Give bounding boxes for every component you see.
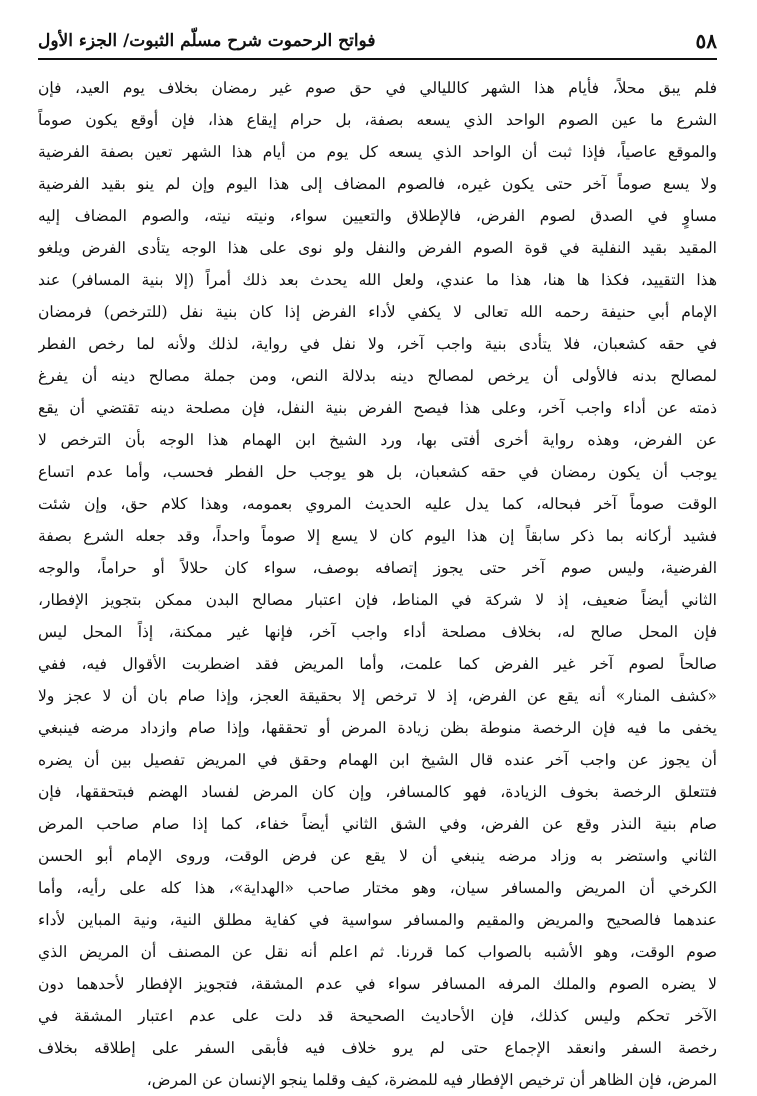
text-line: صام بنية النذر وقع عن الفرض، وفي الشق الثاني أيضاً خفاء، كما إذا صام صاحب المرض bbox=[38, 815, 717, 833]
text-line: يوجب أن يكون رمضان في حقه كشعبان، بل هو يوجب حل الفطر فحسب، وأما عدم اتساع bbox=[38, 463, 717, 481]
text-line: الإمام أبي حنيفة رحمه الله تعالى لا يكفي لأداء الفرض إذا كان بنية نفل (للترخص) فرمضان bbox=[38, 303, 717, 321]
body-text bbox=[38, 72, 717, 1096]
text-line: الآخر تحكم وليس كذلك، فإن الأحاديث الصحيحة قد دلت على عدم اعتبار المشقة في bbox=[38, 1007, 717, 1025]
page-number: ٥٨ bbox=[695, 29, 717, 53]
text-line: الكرخي أن المريض والمسافر سيان، وهو مختار صاحب «الهداية»، هذا كله على رأيه، وأما bbox=[38, 879, 717, 897]
text-line: «كشف المنار» أنه يقع عن الفرض، إذ لا ترخص إلا بحقيقة العجز، وإذا صام بان أن لا عجز ولا bbox=[38, 687, 717, 705]
text-line: الشرع ما عين الصوم الواحد الذي يسعه بصفة، بل حرام إيقاع هذا، فإن أوقع يكون صوماً bbox=[38, 111, 717, 129]
text-line: رخصة السفر وانعقد الإجماع حتى لم يرو خلاف فيه فأبقى السفر على إطلاقه بخلاف bbox=[38, 1039, 717, 1057]
text-line: فتتعلق الرخصة بخوف الزيادة، فهو كالمسافر، وإن كان المرض لفساد الهضم فبتحققها، فإن bbox=[38, 783, 717, 801]
text-line: فإن المحل صالح له، بخلاف مصلحة أداء واجب آخر، فإنها غير ممكنة، إذاً المحل ليس bbox=[38, 623, 717, 641]
text-line: يخفى ما فيه فإن الرخصة منوطة بظن زيادة المرض أو تحققها، وإذا صام وازداد مرضه فينبغي bbox=[38, 719, 717, 737]
text-line: لا يضره الصوم والملك المرفه المسافر سواء في عدم المشقة، فتجويز الإفطار لأحدهما دون bbox=[38, 975, 717, 993]
text-line: الثاني واستضر به وزاد مرضه ينبغي أن لا يقع عن فرض الوقت، وروى الإمام أبو الحسن bbox=[38, 847, 717, 865]
text-line: المقيد بقيد النفلية في قوة الصوم الفرض والنفل ولو نوى على هذا الوجه يتأدى الفرض ويلغو bbox=[38, 239, 717, 257]
text-line: لمصالح بدنه فالأولى أن يرخص لمصالح دينه بدلالة النص، ومن جملة مصالح دينه أن يفرغ bbox=[38, 367, 717, 385]
text-line: المرض، فإن الظاهر أن ترخيص الإفطار فيه للمضرة، كيف وقلما ينجو الإنسان عن المرض، bbox=[146, 1071, 717, 1089]
text-line: في حقه كشعبان، فلا يتأدى بنية واجب آخر، ولا نفل في رواية، لذلك ولأنه لما رخص الفطر bbox=[38, 335, 717, 353]
text-line: ذمته عن أداء واجب آخر، وعلى هذا فيصح الفرض بنية النفل، فإن مصلحة دينه تقتضي أن يقع bbox=[38, 399, 717, 417]
text-line: فشيد أركانه بما ذكر سابقاً إن هذا اليوم كان لا يسع إلا صوماً واحداً، وقد جعله الشرع بصفة bbox=[38, 527, 717, 545]
text-line: هذا التقييد، فكذا ها هنا، هذا ما عندي، ولعل الله يحدث بعد ذلك أمراً (إلا بنية المسافر) عند bbox=[38, 271, 717, 289]
text-line: الثاني أيضاً ضعيف، إذ لا شركة في المناط، فإن اعتبار مصالح البدن ممكن بتجويز الإفطار، bbox=[38, 591, 717, 609]
page-header bbox=[38, 24, 717, 60]
text-line: عندهما فالصحيح والمريض والمقيم والمسافر سواسية في كفاية مطلق النية، ونية المباين لأداء bbox=[38, 911, 717, 929]
text-line: صوم الوقت، وهو الأشبه بالصواب كما قررنا. ثم اعلم أنه نقل عن المصنف أن المريض الذي bbox=[38, 943, 717, 961]
text-line: صالحاً لصوم آخر غير الفرض كما علمت، وأما المريض فقد اضطربت الأقوال فيه، ففي bbox=[38, 655, 717, 673]
text-line: ولا يسع صوماً آخر حتى يكون غيره، فالصوم المضاف إلى هذا اليوم وإن لم ينو بقيد الفرضية bbox=[38, 175, 717, 193]
running-title: فواتح الرحموت شرح مسلّم الثبوت/ الجزء الأول bbox=[38, 31, 376, 51]
text-line: عن الفرض، وهذه رواية أخرى أفتى بها، ورد الشيخ ابن الهمام هذا الوجه بأن الترخص لا bbox=[38, 431, 717, 449]
text-line: مساوٍ في الصدق لصوم الفرض، فالإطلاق والتعيين سواء، ونيته نيته، والصوم المضاف إليه bbox=[38, 207, 717, 225]
text-line: والموقع عاصياً، فإذا ثبت أن الواحد الذي يسعه كل يوم من أيام هذا الشهر تعين بصفة الفرضية bbox=[38, 143, 717, 161]
text-line: الفرضية، وليس صوم آخر حتى يجوز إتصافه بوصف، سواء كان حلالاً أو حراماً، والوجه bbox=[38, 559, 717, 577]
text-line: الوقت صوماً آخر فبحاله، كما يدل عليه الحديث المروي بعمومه، وهذا كلام حق، وإن شئت bbox=[38, 495, 717, 513]
text-line: فلم يبق محلاً، فأيام هذا الشهر كالليالي في حق صوم غير رمضان بخلاف يوم العيد، فإن bbox=[38, 79, 717, 97]
text-line: أن يجوز عن واجب آخر عنده قال الشيخ ابن الهمام وحقق في المريض تفصيل بين أن يضره bbox=[38, 751, 717, 769]
